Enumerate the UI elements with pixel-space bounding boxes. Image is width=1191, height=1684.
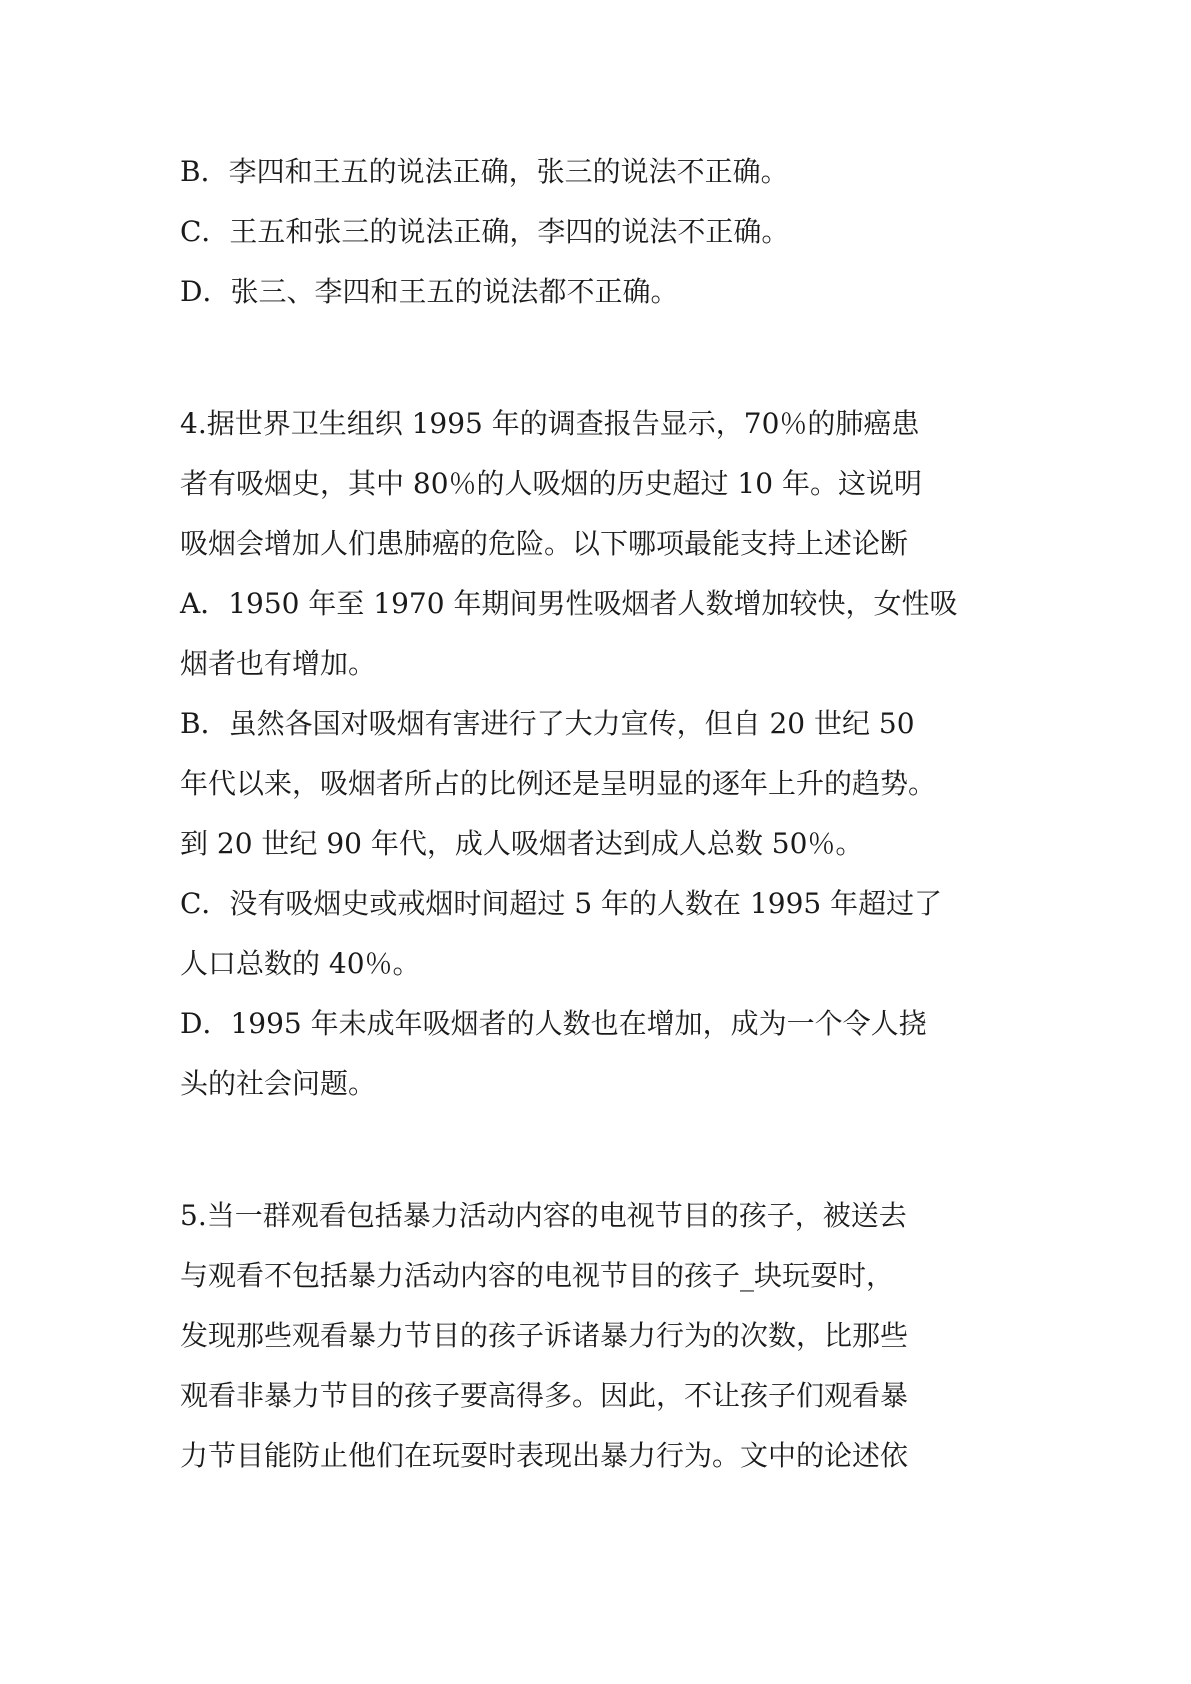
- q5-stem-line-3: 发现那些观看暴力节目的孩子诉诸暴力行为的次数，比那些: [180, 1319, 909, 1352]
- q4-option-d-line-2: 头的社会问题。: [180, 1067, 377, 1100]
- q4-option-c-line-2: 人口总数的 40％。: [180, 947, 421, 980]
- q5-stem-line-1: 5.当一群观看包括暴力活动内容的电视节目的孩子，被送去: [180, 1199, 907, 1232]
- q4-option-d-line-1: D．1995 年未成年吸烟者的人数也在增加，成为一个令人挠: [180, 1007, 927, 1040]
- q4-stem-line-1: 4.据世界卫生组织 1995 年的调查报告显示，70％的肺癌患: [180, 407, 920, 440]
- q3-option-c: C．王五和张三的说法正确，李四的说法不正确。: [180, 215, 790, 248]
- q4-option-b-line-2: 年代以来，吸烟者所占的比例还是呈明显的逐年上升的趋势。: [180, 767, 937, 800]
- q4-stem-line-3: 吸烟会增加人们患肺癌的危险。以下哪项最能支持上述论断: [180, 527, 909, 560]
- q4-option-a-line-2: 烟者也有增加。: [180, 647, 377, 680]
- q4-option-b-line-3: 到 20 世纪 90 年代，成人吸烟者达到成人总数 50％。: [180, 827, 864, 860]
- q5-stem-line-5: 力节目能防止他们在玩耍时表现出暴力行为。文中的论述依: [180, 1439, 909, 1472]
- q4-option-a-line-1: A．1950 年至 1970 年期间男性吸烟者人数增加较快，女性吸: [180, 587, 958, 620]
- q4-stem-line-2: 者有吸烟史，其中 80％的人吸烟的历史超过 10 年。这说明: [180, 467, 922, 500]
- q3-option-b: B．李四和王五的说法正确，张三的说法不正确。: [180, 155, 789, 188]
- document-content: [180, 142, 1020, 1486]
- q3-option-d: D．张三、李四和王五的说法都不正确。: [180, 275, 679, 308]
- section-gap: [180, 322, 1020, 394]
- q5-stem-line-4: 观看非暴力节目的孩子要高得多。因此，不让孩子们观看暴: [180, 1379, 909, 1412]
- q4-option-b-line-1: B．虽然各国对吸烟有害进行了大力宣传，但自 20 世纪 50: [180, 707, 915, 740]
- section-gap: [180, 1114, 1020, 1186]
- q5-stem-line-2: 与观看不包括暴力活动内容的电视节目的孩子_块玩耍时，: [180, 1259, 895, 1292]
- q4-option-c-line-1: C．没有吸烟史或戒烟时间超过 5 年的人数在 1995 年超过了: [180, 887, 943, 920]
